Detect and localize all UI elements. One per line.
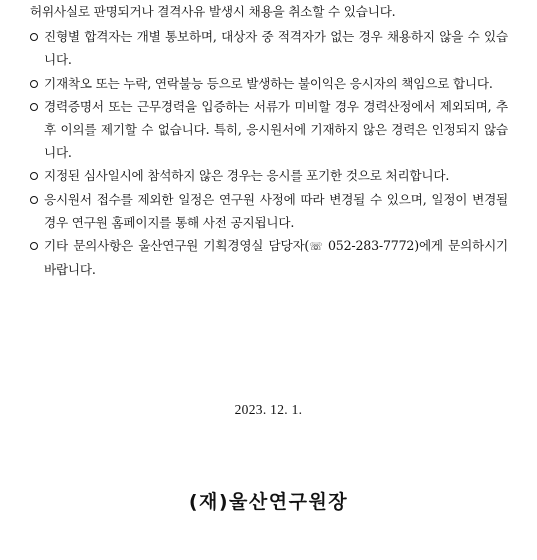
contact-text-before: 기타 문의사항은 울산연구원 기획경영실 담당자( (44, 238, 310, 254)
issuer-name: (재)울산연구원장 (188, 491, 349, 513)
contact-text-after: )에게 문의하시기 바랍니다. (44, 238, 509, 278)
circle-bullet-icon (30, 196, 38, 204)
notice-list (30, 0, 508, 281)
notice-item-schedule-change (30, 188, 508, 234)
notice-item-text: 응시원서 접수를 제외한 일정은 연구원 사정에 따라 변경될 수 있으며, 일정이 변경될 경우 연구원 홈페이지를 통해 사전 공지됩니다. (44, 191, 508, 230)
notice-item-text: 지정된 심사일시에 참석하지 않은 경우는 응시를 포기한 것으로 처리합니다. (44, 168, 450, 184)
notice-item-text: 진형별 합격자는 개별 통보하며, 대상자 중 적격자가 없는 경우 채용하지 않을 수 있습니다. (44, 29, 508, 68)
circle-bullet-icon (30, 242, 38, 250)
notice-item-text: 기재착오 또는 누락, 연락불능 등으로 발생하는 불이익은 응시자의 책임으로 합니다. (44, 75, 493, 91)
notice-item-notification (30, 25, 508, 71)
notice-item-absence (30, 164, 508, 187)
circle-bullet-icon (30, 172, 38, 180)
notice-intro-continuation: 허위사실로 판명되거나 결격사유 발생시 채용을 취소할 수 있습니다. (30, 4, 396, 19)
circle-bullet-icon (30, 103, 38, 111)
contact-phone-number: 052-283-7772 (322, 238, 415, 254)
telephone-icon: ☏ (309, 240, 323, 254)
notice-item-career-proof (30, 95, 508, 165)
announcement-date: 2023. 12. 1. (234, 402, 303, 417)
circle-bullet-icon (30, 80, 38, 88)
notice-item-text: 경력증명서 또는 근무경력을 입증하는 서류가 미비할 경우 경력산정에서 제외되며, 추후 이의를 제기할 수 없습니다. 특히, 응시원서에 기재하지 않은 경력은 인정되지 않습니다. (44, 98, 508, 161)
notice-item-omission (30, 72, 508, 95)
notice-item-contact (30, 234, 508, 281)
circle-bullet-icon (30, 33, 38, 41)
